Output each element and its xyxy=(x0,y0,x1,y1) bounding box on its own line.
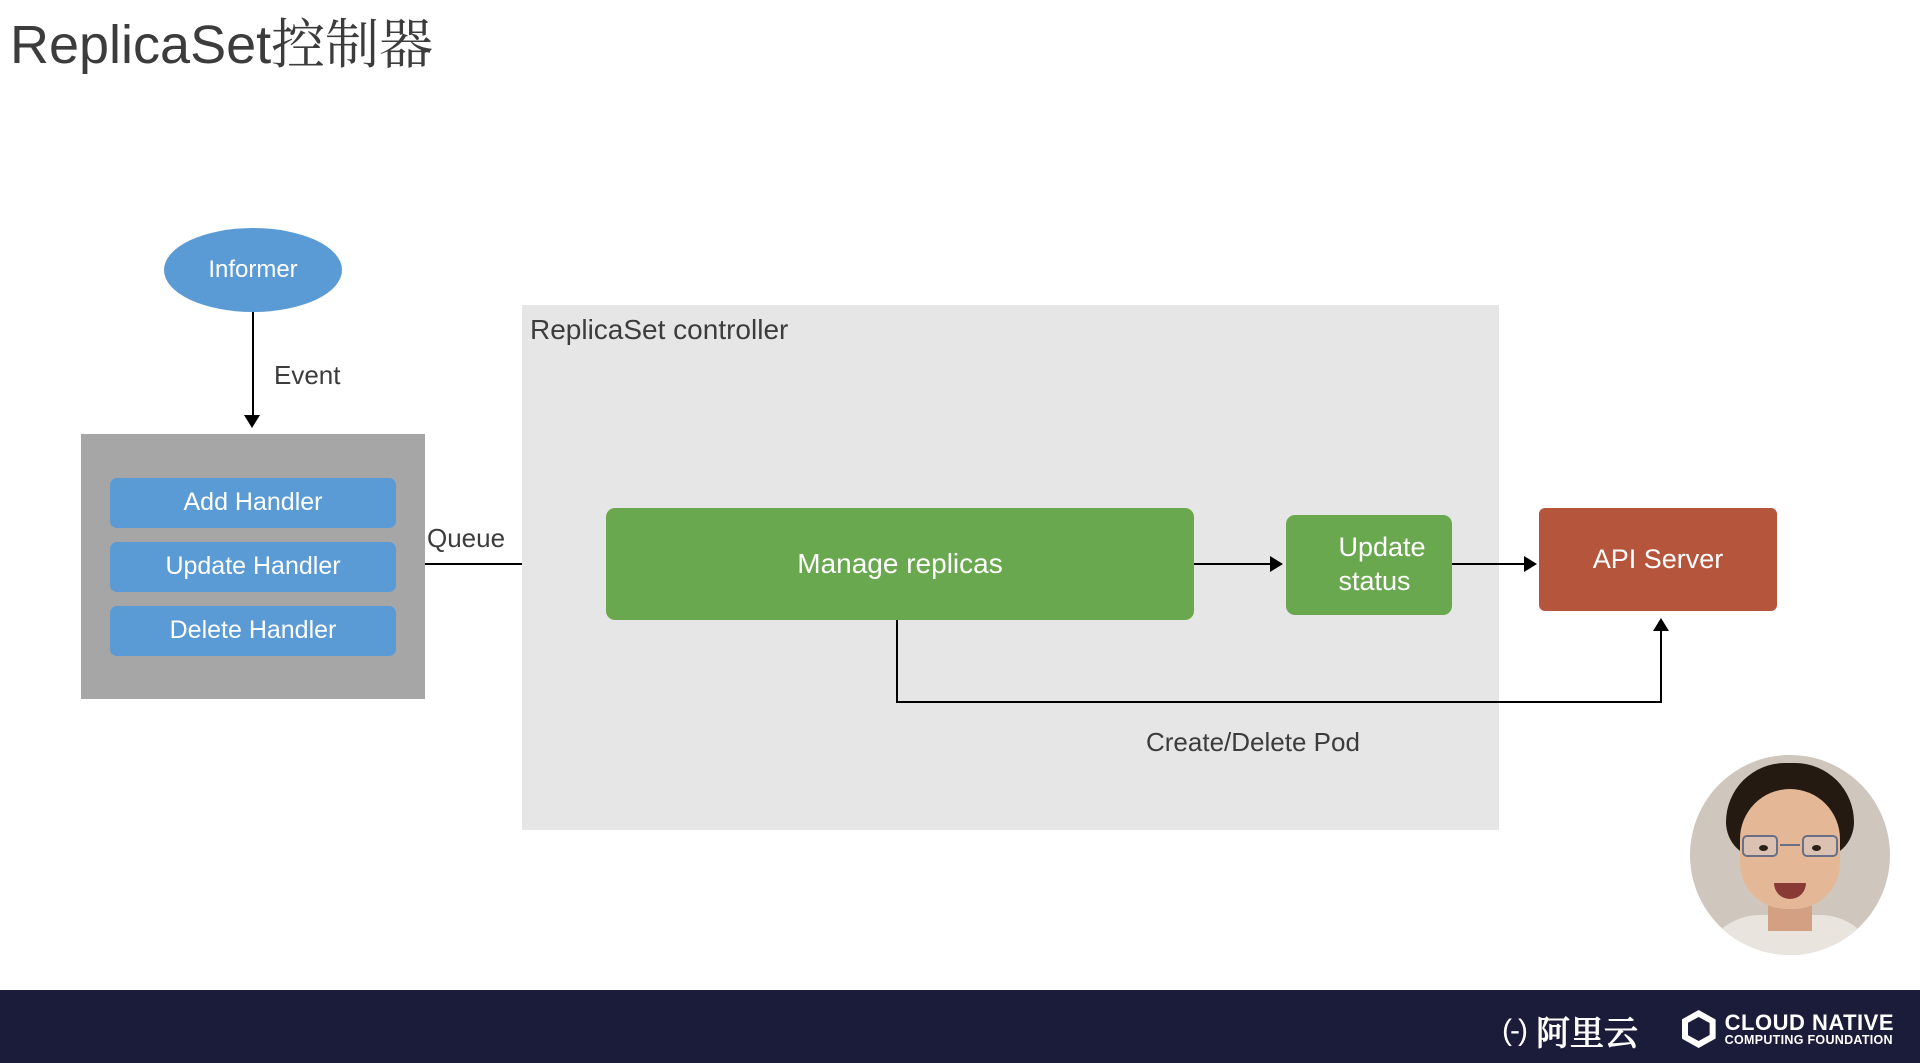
update-to-api-arrow-head-icon xyxy=(1524,556,1537,572)
update-status-line1: Update xyxy=(1338,532,1426,563)
cncf-text xyxy=(1725,1011,1894,1047)
manage-replicas-label: Manage replicas xyxy=(797,548,1003,579)
event-arrow-line xyxy=(252,312,254,418)
aliyun-name: 阿里云 xyxy=(1536,1015,1638,1053)
presenter-webcam xyxy=(1690,755,1890,955)
createdelete-arrow-seg-up xyxy=(1660,630,1662,702)
cncf-line1: CLOUD NATIVE xyxy=(1724,1009,1894,1035)
createdelete-arrow-head-icon xyxy=(1653,618,1669,631)
update-handler-button[interactable] xyxy=(110,542,396,592)
presenter-left-eye xyxy=(1759,845,1768,851)
page-title: ReplicaSet控制器 xyxy=(10,15,434,75)
update-status-node xyxy=(1286,515,1452,615)
add-handler-label: Add Handler xyxy=(183,488,323,516)
glasses-right-lens xyxy=(1802,835,1838,857)
delete-handler-label: Delete Handler xyxy=(169,616,337,644)
createdelete-arrow-seg-down xyxy=(896,620,898,703)
update-to-api-arrow-line xyxy=(1452,563,1526,565)
update-handler-label: Update Handler xyxy=(165,552,341,580)
update-status-label xyxy=(1338,531,1425,599)
add-handler-button[interactable] xyxy=(110,478,396,528)
cncf-logo xyxy=(1682,1010,1894,1048)
aliyun-mark-icon: (-) xyxy=(1502,1013,1526,1047)
event-arrow-head-icon xyxy=(244,415,260,428)
manage-to-update-arrow-line xyxy=(1194,563,1272,565)
update-status-line2: status xyxy=(1338,566,1411,596)
event-label: Event xyxy=(274,360,341,390)
manage-to-update-arrow-head-icon xyxy=(1270,556,1283,572)
glasses-bridge xyxy=(1780,844,1800,846)
api-server-node xyxy=(1539,508,1777,611)
delete-handler-button[interactable] xyxy=(110,606,396,656)
manage-replicas-node xyxy=(606,508,1194,620)
informer-label: Informer xyxy=(208,256,298,283)
informer-node xyxy=(164,228,342,312)
create-delete-pod-label: Create/Delete Pod xyxy=(1146,727,1360,757)
replicaset-controller-title: ReplicaSet controller xyxy=(530,314,789,345)
createdelete-arrow-seg-right xyxy=(896,701,1662,703)
aliyun-logo xyxy=(1502,1006,1638,1055)
api-server-label: API Server xyxy=(1592,544,1724,574)
presenter-right-eye xyxy=(1812,845,1821,851)
cncf-hex-icon xyxy=(1682,1010,1716,1048)
glasses-left-lens xyxy=(1742,835,1778,857)
cncf-line2: COMPUTING FOUNDATION xyxy=(1724,1032,1893,1047)
glasses-icon xyxy=(1740,835,1840,857)
handlers-group xyxy=(81,434,425,699)
queue-label: Queue xyxy=(427,523,506,553)
